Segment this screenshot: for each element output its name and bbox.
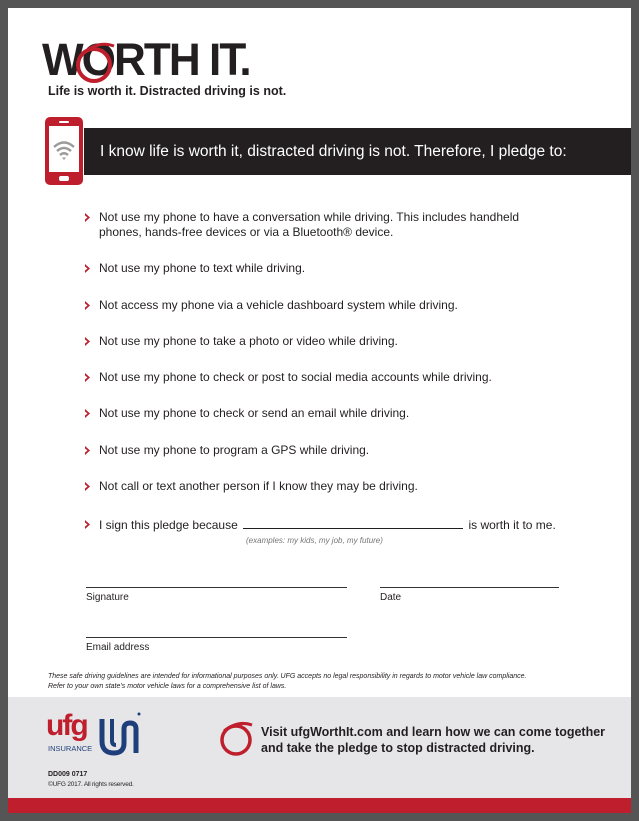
red-footer-bar bbox=[8, 798, 631, 813]
disclaimer-line: Refer to your own state’s motor vehicle laws for a comprehensive list of laws. bbox=[48, 682, 287, 690]
ufg-insurance-logo bbox=[46, 709, 146, 757]
email-line[interactable] bbox=[86, 637, 347, 638]
visit-line: and take the pledge to stop distracted driving. bbox=[261, 741, 535, 755]
reason-blank-field[interactable] bbox=[243, 517, 463, 529]
chevron-right-icon bbox=[84, 213, 92, 222]
banner-text: I know life is worth it, distracted driving is not. Therefore, I pledge to: bbox=[100, 143, 567, 160]
pledge-item bbox=[84, 298, 549, 313]
chevron-right-icon bbox=[84, 264, 92, 273]
date-line[interactable] bbox=[380, 587, 559, 588]
sign-pledge-item bbox=[84, 517, 579, 533]
examples-hint: (examples: my kids, my job, my future) bbox=[246, 536, 383, 545]
footer bbox=[8, 697, 631, 798]
tagline: Life is worth it. Distracted driving is not. bbox=[48, 84, 287, 98]
pledge-item bbox=[84, 443, 549, 458]
pledge-banner bbox=[84, 128, 631, 175]
chevron-right-icon bbox=[84, 373, 92, 382]
date-label: Date bbox=[380, 592, 402, 603]
copyright: ©UFG 2017. All rights reserved. bbox=[48, 781, 134, 788]
chevron-right-icon bbox=[84, 520, 92, 529]
ufg-logo-text: ufg bbox=[46, 709, 87, 742]
sign-pledge-text bbox=[99, 517, 579, 533]
pledge-text: Not use my phone to check or post to social media accounts while driving. bbox=[99, 370, 492, 384]
pledge-text: Not call or text another person if I know they may be driving. bbox=[99, 479, 418, 493]
signature-label: Signature bbox=[86, 592, 129, 603]
sign-pledge-before: I sign this pledge because bbox=[99, 518, 238, 532]
pledge-text: Not use my phone to check or send an email while driving. bbox=[99, 406, 410, 420]
pledge-text: Not use my phone to have a conversation while driving. This includes handheld phones, hands-free devices or via a Bluetooth® device. bbox=[99, 210, 520, 239]
email-label: Email address bbox=[86, 642, 150, 653]
signature-line[interactable] bbox=[86, 587, 347, 588]
pledge-item bbox=[84, 210, 549, 240]
ufg-emblem-icon bbox=[96, 711, 142, 757]
chevron-right-icon bbox=[84, 482, 92, 491]
visit-message bbox=[261, 724, 611, 756]
pledge-text: Not use my phone to program a GPS while driving. bbox=[99, 443, 370, 457]
logo-text: WORTH IT. bbox=[42, 34, 250, 85]
chevron-right-icon bbox=[84, 301, 92, 310]
pledge-item bbox=[84, 261, 549, 276]
pledge-item bbox=[84, 406, 549, 421]
pledge-item bbox=[84, 479, 549, 494]
pledge-item bbox=[84, 334, 549, 349]
chevron-right-icon bbox=[84, 337, 92, 346]
red-ring-icon bbox=[218, 719, 256, 757]
pledge-text: Not access my phone via a vehicle dashboard system while driving. bbox=[99, 298, 458, 312]
visit-line: Visit ufgWorthIt.com and learn how we can come together bbox=[261, 725, 606, 739]
disclaimer-line: These safe driving guidelines are intended for informational purposes only. UFG accepts no legal responsibility in regards to motor vehicle law compliance. bbox=[48, 673, 527, 680]
chevron-right-icon bbox=[84, 446, 92, 455]
disclaimer bbox=[48, 672, 588, 691]
phone-wifi-icon bbox=[44, 116, 84, 186]
pledge-text: Not use my phone to text while driving. bbox=[99, 261, 306, 275]
pledge-text: Not use my phone to take a photo or video while driving. bbox=[99, 334, 398, 348]
sign-pledge-after: is worth it to me. bbox=[468, 518, 556, 532]
ufg-logo-subtext: INSURANCE bbox=[48, 744, 93, 753]
pledge-item bbox=[84, 370, 549, 385]
pledge-page bbox=[8, 8, 631, 813]
red-ring-icon bbox=[72, 40, 118, 84]
document-code: DD009 0717 bbox=[48, 771, 88, 778]
worth-it-logo bbox=[42, 36, 254, 84]
chevron-right-icon bbox=[84, 409, 92, 418]
